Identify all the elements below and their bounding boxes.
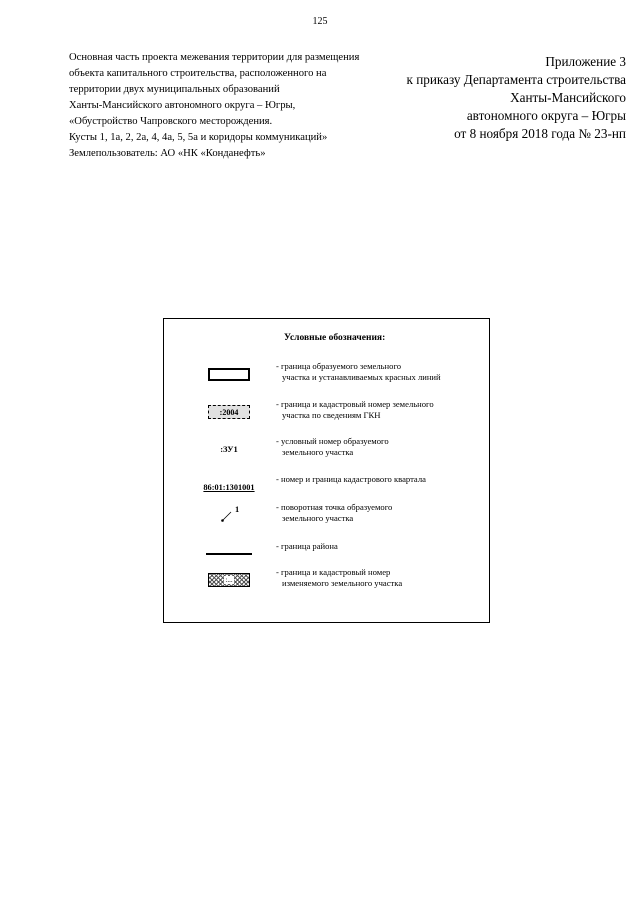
project-line: «Обустройство Чапровского месторождения. (69, 116, 273, 127)
legend-item (164, 502, 489, 532)
legend-description-line: изменяемого земельного участка (282, 578, 403, 588)
legend-item (164, 567, 489, 597)
legend-description-line: земельного участка (282, 447, 354, 457)
modified-plot-symbol (194, 567, 264, 593)
cadastral-number: :2004 (219, 407, 239, 417)
cadastral-symbol (194, 399, 264, 425)
project-line: Землепользователь: АО «НК «Конданефть» (69, 148, 266, 159)
legend-description (276, 399, 486, 421)
legend-description (276, 567, 486, 589)
legend-description-line: участка по сведениям ГКН (282, 410, 381, 420)
project-line: территории двух муниципальных образований (69, 84, 280, 95)
legend-description-line: - граница образуемого земельного (276, 361, 402, 371)
legend-item (164, 361, 489, 391)
boundary-rectangle-icon (208, 368, 250, 381)
appendix-line: Приложение 3 (545, 54, 626, 69)
quarter-symbol (194, 474, 264, 500)
legend-description-line: земельного участка (282, 513, 354, 523)
turning-point-symbol (194, 502, 264, 528)
legend-description (276, 361, 486, 383)
legend-description (276, 502, 486, 524)
legend-item (164, 474, 489, 504)
district-line-icon (206, 553, 252, 555)
turning-point-icon (209, 502, 249, 528)
legend-box (163, 318, 490, 623)
legend-description-line: - граница и кадастровый номер (276, 567, 391, 577)
appendix-line: от 8 ноября 2018 года № 23-нп (454, 126, 626, 141)
legend-item (164, 436, 489, 466)
legend-description-line: - номер и граница кадастрового квартала (276, 474, 426, 484)
legend-description-line: участка и устанавливаемых красных линий (282, 372, 441, 382)
legend-title: Условные обозначения: (284, 333, 386, 343)
dotted-plot-icon (208, 405, 250, 419)
appendix-line: автономного округа – Югры (466, 108, 626, 123)
legend-description (276, 474, 486, 485)
legend-description (276, 436, 486, 458)
project-line: Ханты-Мансийского автономного округа – Югры, (69, 100, 296, 111)
turning-point-number: 1 (235, 504, 240, 514)
district-boundary-symbol (194, 541, 264, 567)
legend-description (276, 541, 486, 552)
quarter-number: 86:01:1301001 (203, 482, 255, 492)
project-line: объекта капитального строительства, расположенного на (69, 68, 327, 79)
legend-item (164, 399, 489, 429)
appendix-line: к приказу Департамента строительства (406, 72, 626, 87)
boundary-symbol (194, 361, 264, 387)
appendix-reference (306, 53, 626, 143)
crosshatch-plot-icon (208, 573, 250, 587)
legend-description-line: - поворотная точка образуемого (276, 502, 393, 512)
plot-number-label: :ЗУ1 (220, 444, 238, 454)
page-number: 125 (312, 16, 328, 27)
project-line: Кусты 1, 1а, 2, 2а, 4, 4а, 5, 5а и коридоры коммуникаций» (69, 132, 328, 143)
modified-plot-number: :... (225, 576, 233, 584)
project-line: Основная часть проекта межевания территории для размещения (69, 52, 360, 63)
legend-description-line: - граница района (276, 541, 338, 551)
plot-number-symbol (194, 436, 264, 462)
legend-description-line: - условный номер образуемого (276, 436, 389, 446)
legend-description-line: - граница и кадастровый номер земельного (276, 399, 434, 409)
appendix-line: Ханты-Мансийского (510, 90, 626, 105)
